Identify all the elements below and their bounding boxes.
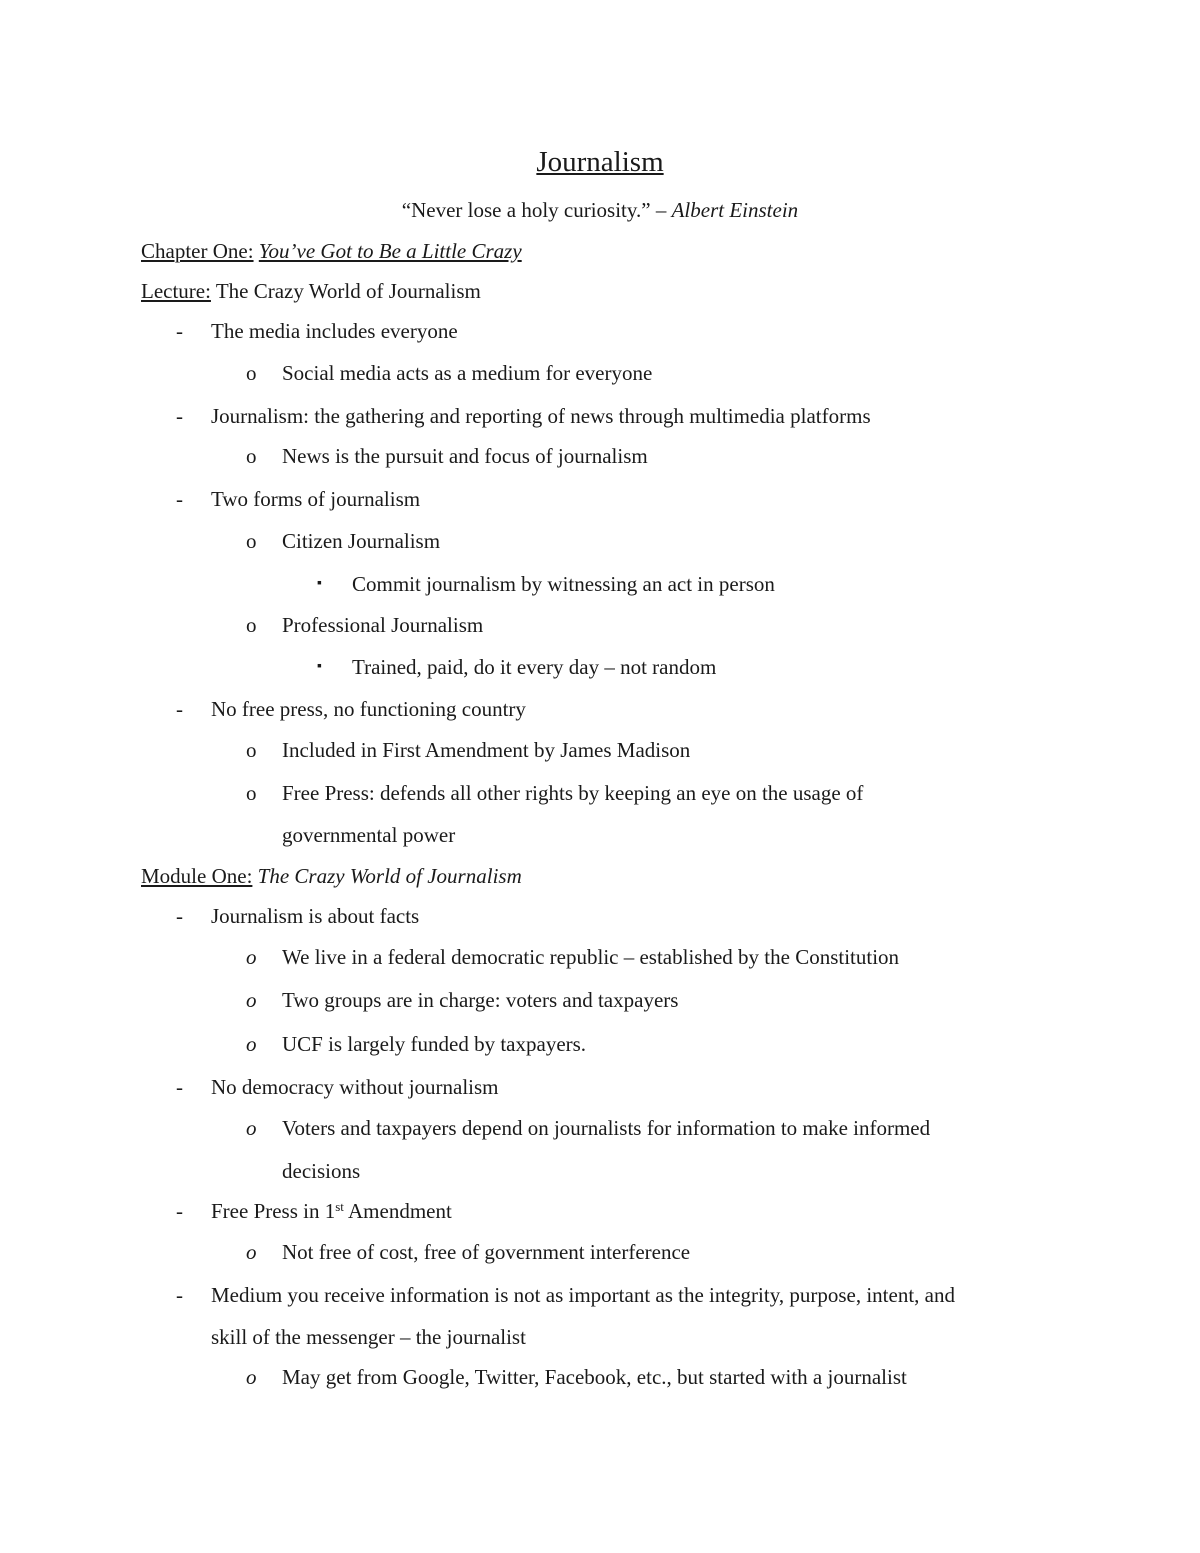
list-item-continuation: governmental power	[282, 823, 456, 847]
circle-bullet: o	[246, 1365, 257, 1389]
epigraph-quote	[0, 195, 1200, 225]
module-heading	[0, 861, 1200, 891]
list-item: o UCF is largely funded by taxpayers.	[0, 1029, 1200, 1059]
chapter-name: You’ve Got to Be a Little Crazy	[258, 239, 522, 263]
list-item: o Social media acts as a medium for everyone	[0, 358, 1200, 388]
list-item: - Journalism is about facts	[0, 901, 1200, 931]
list-item: o News is the pursuit and focus of journalism	[0, 441, 1200, 471]
dash-bullet: -	[176, 697, 183, 721]
list-item: ▪ Trained, paid, do it every day – not random	[0, 652, 1200, 682]
list-item: ▪ Commit journalism by witnessing an act in person	[0, 569, 1200, 599]
lecture-heading	[0, 276, 1200, 306]
circle-bullet: o	[246, 1240, 257, 1264]
list-item: - No democracy without journalism	[0, 1072, 1200, 1102]
list-item: - Journalism: the gathering and reporting of news through multimedia platforms	[0, 401, 1200, 431]
circle-bullet: o	[246, 613, 257, 637]
circle-bullet: o	[246, 529, 257, 553]
square-bullet: ▪	[317, 659, 322, 674]
circle-bullet: o	[246, 738, 257, 762]
dash-bullet: -	[176, 1199, 183, 1223]
circle-bullet: o	[246, 361, 257, 385]
module-label: Module One:	[141, 864, 253, 888]
list-item: o Not free of cost, free of government interference	[0, 1237, 1200, 1267]
list-item: o Professional Journalism	[0, 610, 1200, 640]
document-title: Journalism	[536, 146, 664, 178]
list-item: o Free Press: defends all other rights by keeping an eye on the usage of	[0, 778, 1200, 808]
circle-bullet: o	[246, 1032, 257, 1056]
list-item: o May get from Google, Twitter, Facebook, etc., but started with a journalist	[0, 1362, 1200, 1392]
dash-bullet: -	[176, 404, 183, 428]
quote-text: “Never lose a holy curiosity.” –	[401, 198, 672, 222]
lecture-name: The Crazy World of Journalism	[215, 279, 481, 303]
list-item-continuation: skill of the messenger – the journalist	[211, 1325, 526, 1349]
dash-bullet: -	[176, 904, 183, 928]
circle-bullet: o	[246, 945, 257, 969]
list-item: o Two groups are in charge: voters and taxpayers	[0, 985, 1200, 1015]
chapter-label: Chapter One:	[141, 239, 254, 263]
dash-bullet: -	[176, 1283, 183, 1307]
list-item: o Included in First Amendment by James Madison	[0, 735, 1200, 765]
list-item: o We live in a federal democratic republic – established by the Constitution	[0, 942, 1200, 972]
dash-bullet: -	[176, 1075, 183, 1099]
square-bullet: ▪	[317, 576, 322, 591]
list-item: - Two forms of journalism	[0, 484, 1200, 514]
list-item: - Medium you receive information is not as important as the integrity, purpose, intent, and	[0, 1280, 1200, 1310]
list-item: o Voters and taxpayers depend on journalists for information to make informed	[0, 1113, 1200, 1143]
circle-bullet: o	[246, 781, 257, 805]
circle-bullet: o	[246, 988, 257, 1012]
list-item: - The media includes everyone	[0, 316, 1200, 346]
list-item: - No free press, no functioning country	[0, 694, 1200, 724]
list-item: o Citizen Journalism	[0, 526, 1200, 556]
circle-bullet: o	[246, 1116, 257, 1140]
dash-bullet: -	[176, 319, 183, 343]
list-item-continuation: decisions	[282, 1159, 361, 1183]
circle-bullet: o	[246, 444, 257, 468]
dash-bullet: -	[176, 487, 183, 511]
module-name: The Crazy World of Journalism	[257, 864, 522, 888]
list-item: - Free Press in 1st Amendment	[0, 1196, 1200, 1226]
quote-author: Albert Einstein	[671, 198, 799, 222]
chapter-heading	[0, 236, 1200, 266]
lecture-label: Lecture:	[141, 279, 211, 303]
